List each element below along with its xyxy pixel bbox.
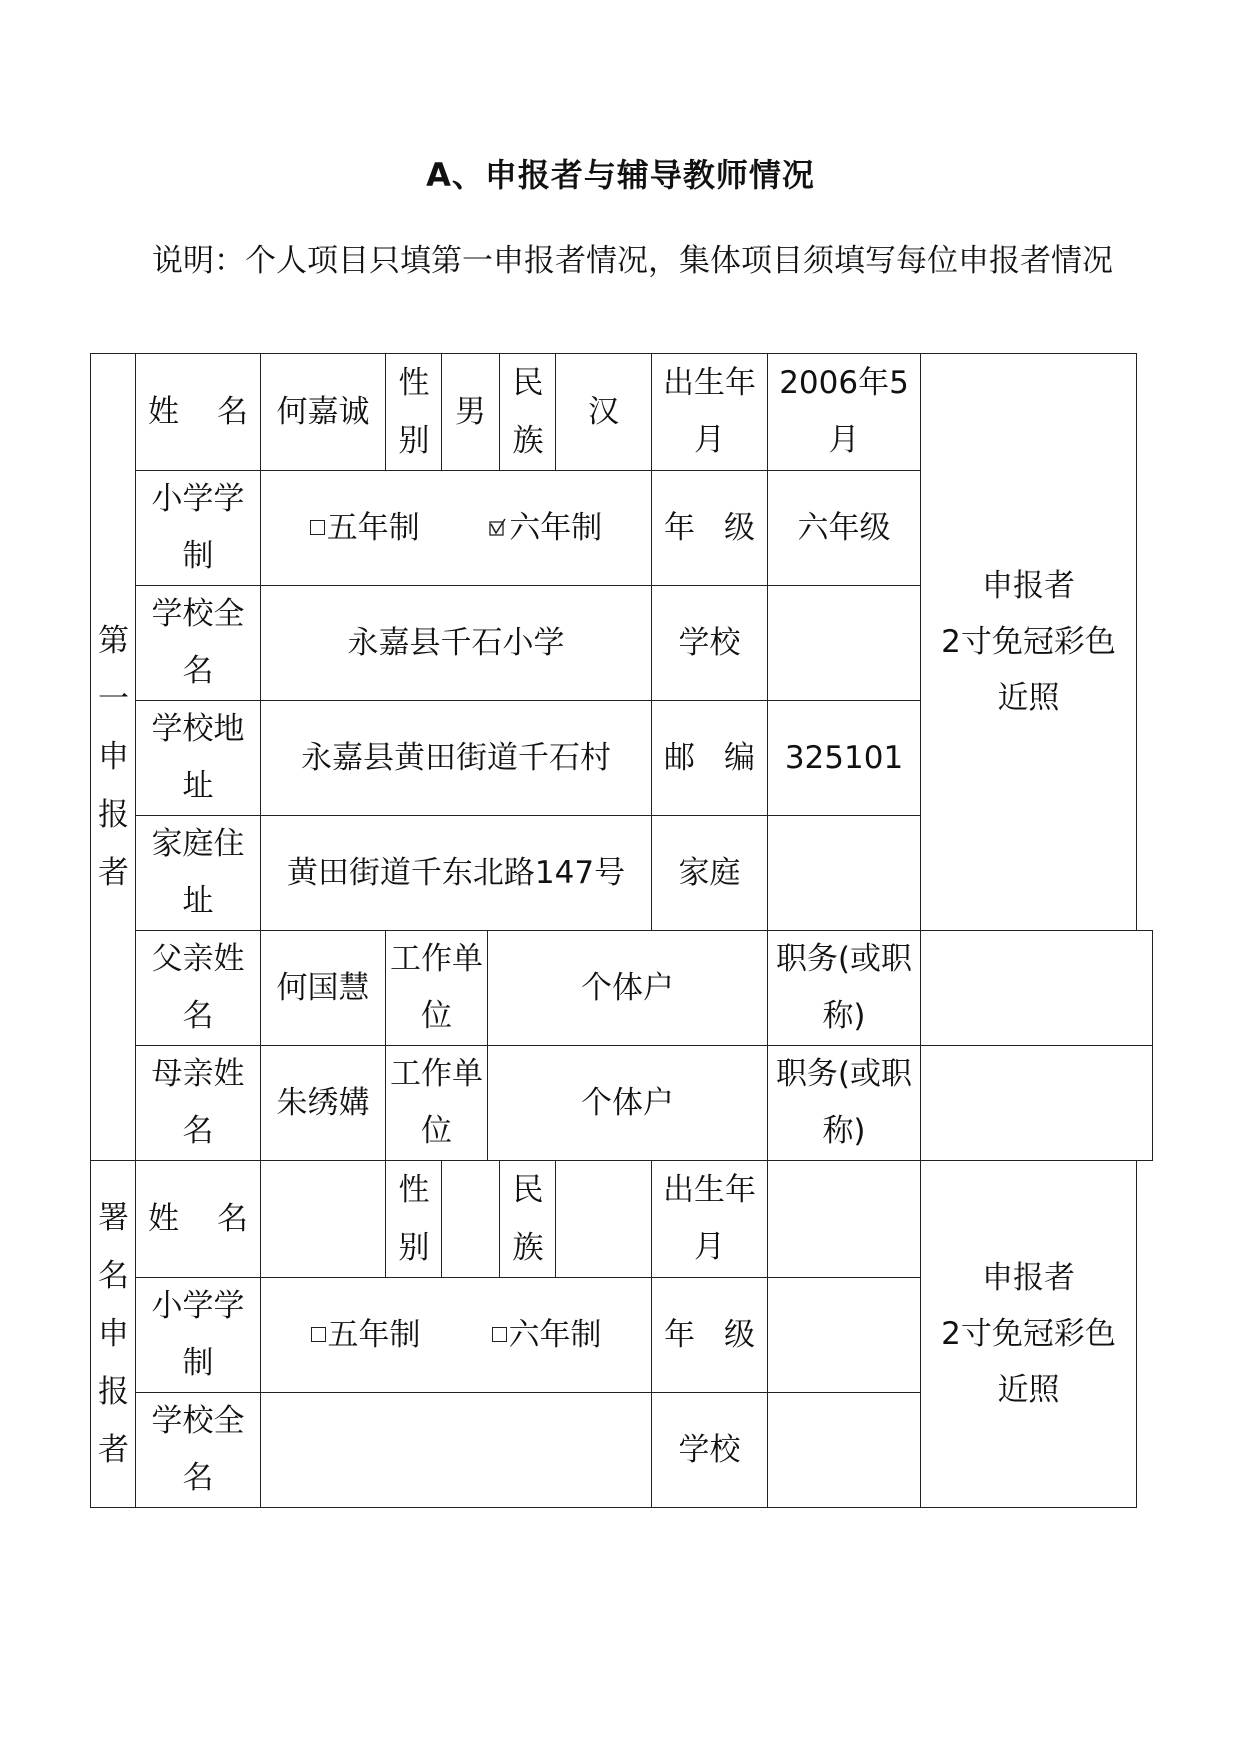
field-name-2[interactable] xyxy=(261,1161,386,1278)
section-second-applicant: 署名申报者 xyxy=(91,1161,136,1508)
field-school-system-2 xyxy=(261,1278,652,1393)
label-school-short: 学校 xyxy=(652,586,768,701)
label-ethnicity: 民族 xyxy=(500,354,556,471)
label-school-system: 小学学制 xyxy=(136,471,261,586)
checkbox-icon[interactable] xyxy=(310,520,325,535)
photo-placeholder-2: 申报者 2寸免冠彩色 近照 xyxy=(921,1161,1137,1508)
field-father-position[interactable] xyxy=(921,931,1153,1046)
label-name: 姓 名 xyxy=(136,354,261,471)
label-gender-2: 性别 xyxy=(386,1161,442,1278)
label-school-short-2: 学校 xyxy=(652,1393,768,1508)
field-school-system xyxy=(261,471,652,586)
field-gender-2[interactable] xyxy=(442,1161,500,1278)
field-birth-2[interactable] xyxy=(768,1161,921,1278)
table-row xyxy=(91,354,1153,471)
field-school-name-2[interactable] xyxy=(261,1393,652,1508)
instruction-note: 说明：个人项目只填第一申报者情况，集体项目须填写每位申报者情况 xyxy=(152,243,1113,279)
photo-placeholder: 申报者 2寸免冠彩色 近照 xyxy=(921,354,1137,931)
label-grade: 年 级 xyxy=(652,471,768,586)
field-school-short-2[interactable] xyxy=(768,1393,921,1508)
label-gender: 性别 xyxy=(386,354,442,471)
field-grade-2[interactable] xyxy=(768,1278,921,1393)
checkbox-icon[interactable] xyxy=(492,1327,507,1342)
table-row xyxy=(91,931,1153,1046)
field-gender[interactable]: 男 xyxy=(442,354,500,471)
label-father-name: 父亲姓名 xyxy=(136,931,261,1046)
checkbox-icon[interactable] xyxy=(311,1327,326,1342)
field-home-address[interactable]: 黄田街道千东北路147号 xyxy=(261,816,652,931)
table-row xyxy=(91,1046,1153,1161)
field-grade[interactable]: 六年级 xyxy=(768,471,921,586)
option-five-year-2[interactable]: 五年制 xyxy=(311,1307,421,1364)
label-home-address: 家庭住址 xyxy=(136,816,261,931)
field-school-short[interactable] xyxy=(768,586,921,701)
label-mother-position: 职务(或职称) xyxy=(768,1046,921,1161)
option-six-year-2[interactable]: 六年制 xyxy=(492,1307,602,1364)
field-ethnicity-2[interactable] xyxy=(556,1161,652,1278)
label-postcode: 邮 编 xyxy=(652,701,768,816)
field-home-short[interactable] xyxy=(768,816,921,931)
option-six-year[interactable]: 六年制 xyxy=(489,500,602,557)
field-name[interactable]: 何嘉诚 xyxy=(261,354,386,471)
field-mother-name[interactable]: 朱绣媾 xyxy=(261,1046,386,1161)
label-home-short: 家庭 xyxy=(652,816,768,931)
field-school-address[interactable]: 永嘉县黄田街道千石村 xyxy=(261,701,652,816)
page-title: A、申报者与辅导教师情况 xyxy=(426,156,815,194)
field-school-name[interactable]: 永嘉县千石小学 xyxy=(261,586,652,701)
applicant-form-table xyxy=(90,353,1153,1508)
field-ethnicity[interactable]: 汉 xyxy=(556,354,652,471)
label-school-system-2: 小学学制 xyxy=(136,1278,261,1393)
section-first-applicant: 第一申报者 xyxy=(91,354,136,1161)
label-father-work: 工作单位 xyxy=(386,931,488,1046)
field-mother-position[interactable] xyxy=(921,1046,1153,1161)
label-school-name: 学校全名 xyxy=(136,586,261,701)
field-birth[interactable]: 2006年5月 xyxy=(768,354,921,471)
label-mother-name: 母亲姓名 xyxy=(136,1046,261,1161)
label-mother-work: 工作单位 xyxy=(386,1046,488,1161)
label-father-position: 职务(或职称) xyxy=(768,931,921,1046)
label-grade-2: 年 级 xyxy=(652,1278,768,1393)
field-mother-work[interactable]: 个体户 xyxy=(488,1046,768,1161)
option-five-year[interactable]: 五年制 xyxy=(310,500,420,557)
checked-checkbox-icon[interactable] xyxy=(489,518,507,536)
label-name-2: 姓 名 xyxy=(136,1161,261,1278)
label-birth-2: 出生年月 xyxy=(652,1161,768,1278)
table-row xyxy=(91,1161,1153,1278)
label-school-name-2: 学校全名 xyxy=(136,1393,261,1508)
label-ethnicity-2: 民族 xyxy=(500,1161,556,1278)
label-school-address: 学校地址 xyxy=(136,701,261,816)
label-birth: 出生年月 xyxy=(652,354,768,471)
field-father-name[interactable]: 何国慧 xyxy=(261,931,386,1046)
field-father-work[interactable]: 个体户 xyxy=(488,931,768,1046)
field-postcode[interactable]: 325101 xyxy=(768,701,921,816)
